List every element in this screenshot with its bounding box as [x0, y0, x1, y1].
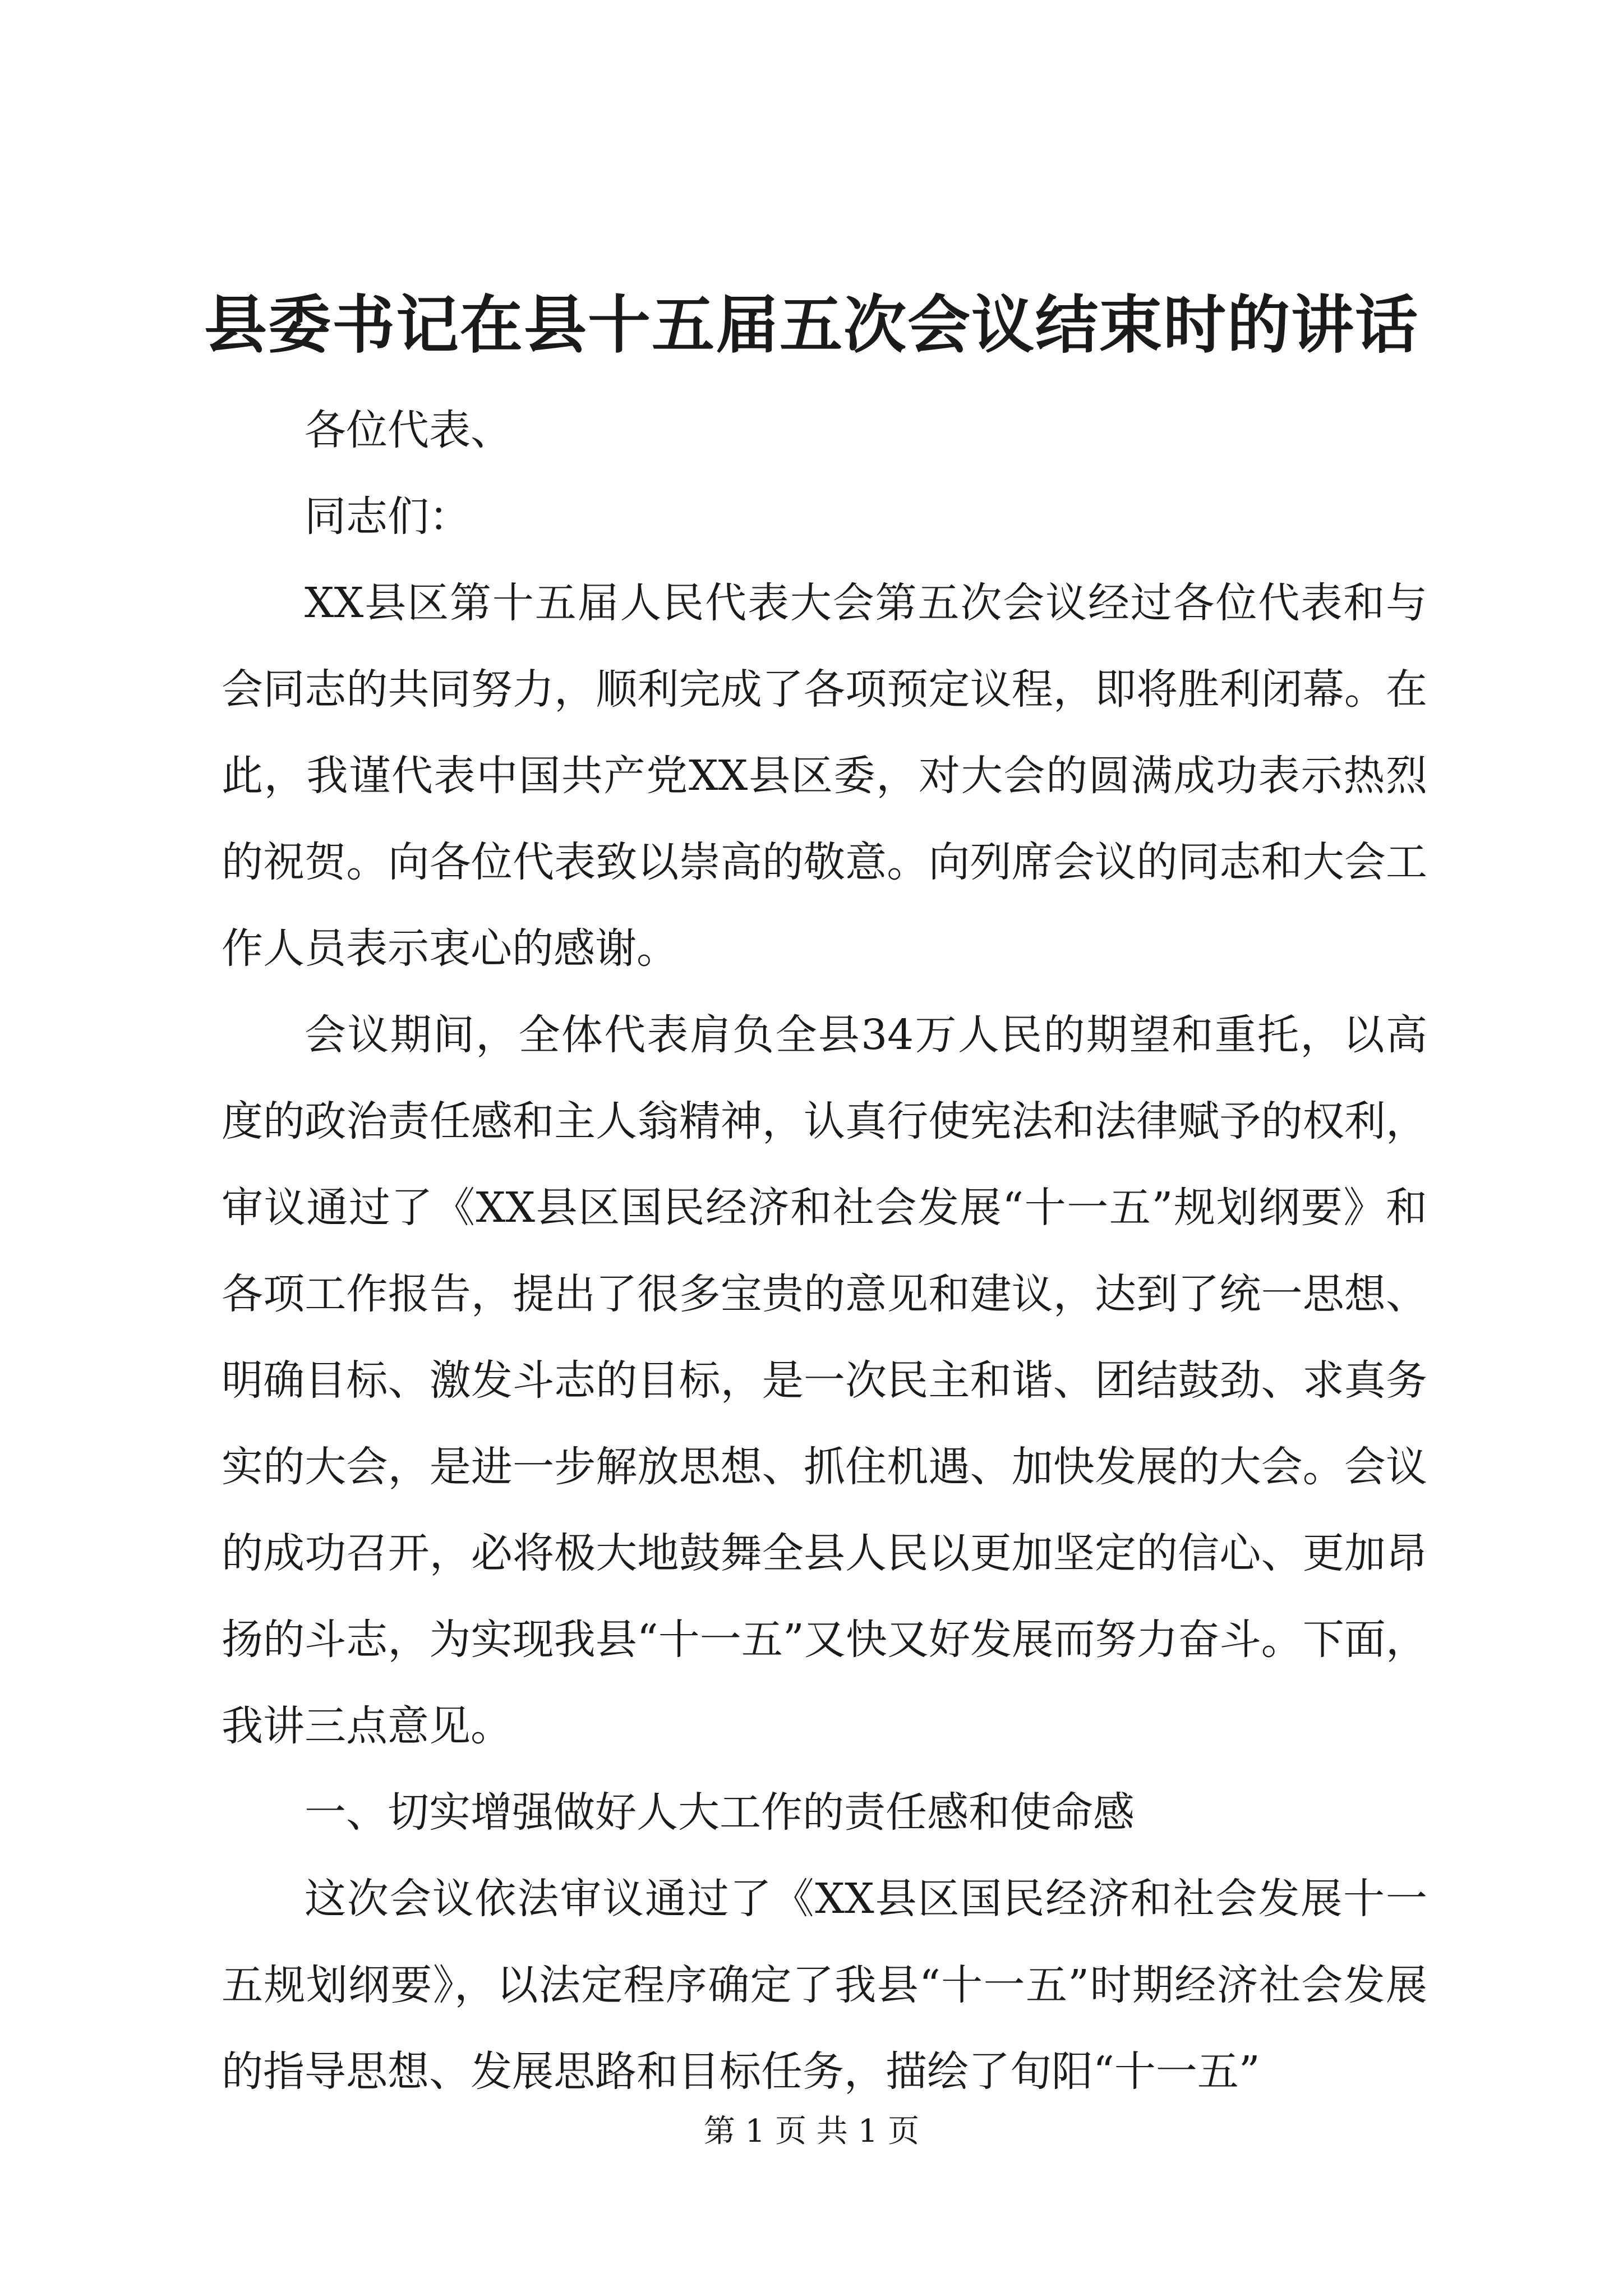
- body-paragraph-2: 会议期间，全体代表肩负全县34万人民的期望和重托，以高度的政治责任感和主人翁精神，认真行使宪法和法律赋予的权利，审议通过了《XX县区国民经济和社会发展“十一五”规划纲要》和各项工作报告，提出了很多宝贵的意见和建议，达到了统一思想、明确目标、激发斗志的目标，是一次民主和谐、团结鼓劲、求真务实的大会，是进一步解放思想、抓住机遇、加快发展的大会。会议的成功召开，必将极大地鼓舞全县人民以更加坚定的信心、更加昂扬的斗志，为实现我县“十一五”又快又好发展而努力奋斗。下面，我讲三点意见。: [222, 1011, 1427, 1750]
- section-heading-1: 一、切实增强做好人大工作的责任感和使命感: [305, 1788, 1135, 1837]
- document-body: [222, 387, 1427, 2115]
- salutation-line-2: 同志们：: [305, 493, 471, 541]
- document-title: 县委书记在县十五届五次会议结束时的讲话: [204, 288, 1419, 362]
- page-footer: 第 1 页 共 1 页: [703, 2113, 920, 2150]
- body-paragraph-3: 这次会议依法审议通过了《XX县区国民经济和社会发展十一五规划纲要》，以法定程序确定了我县“十一五”时期经济社会发展的指导思想、发展思路和目标任务，描绘了旬阳“十一五”: [222, 1875, 1427, 2096]
- salutation-line-1: 各位代表、: [305, 406, 512, 454]
- body-paragraph-1: XX县区第十五届人民代表大会第五次会议经过各位代表和与会同志的共同努力，顺利完成了各项预定议程，即将胜利闭幕。在此，我谨代表中国共产党XX县区委，对大会的圆满成功表示热烈的祝贺。向各位代表致以崇高的敬意。向列席会议的同志和大会工作人员表示衷心的感谢。: [222, 579, 1427, 973]
